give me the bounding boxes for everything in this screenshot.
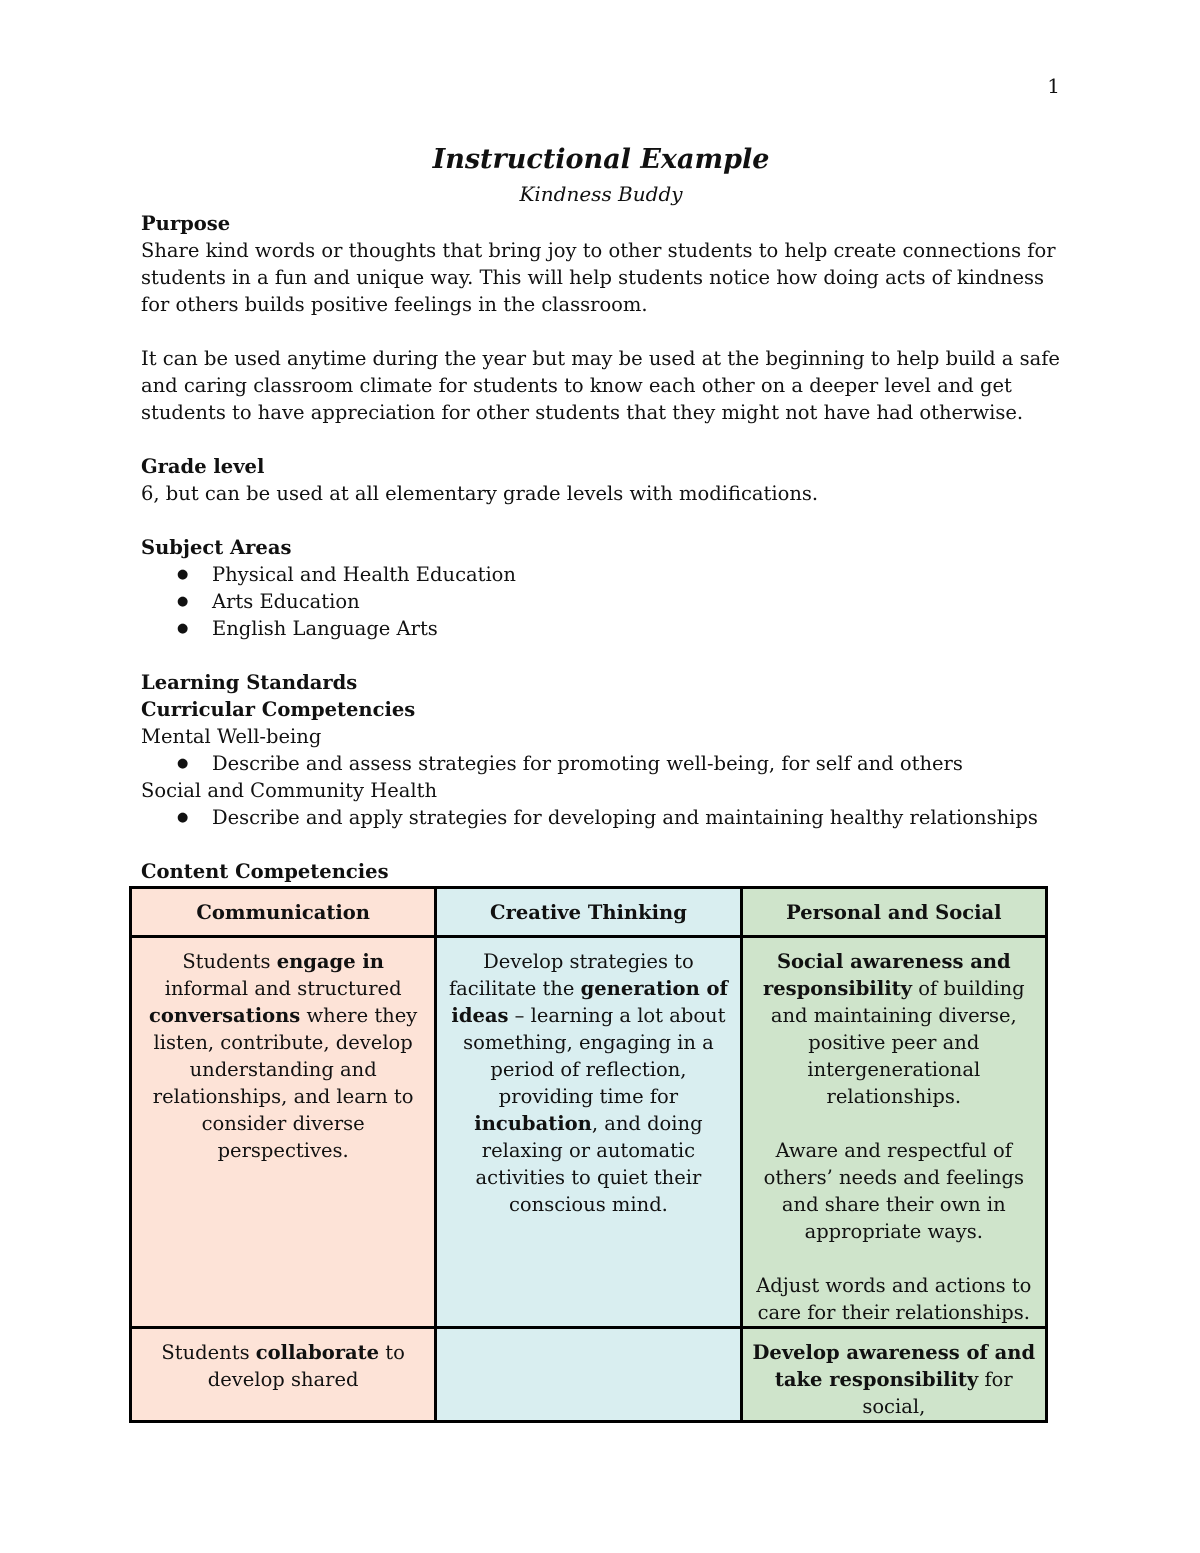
document-subtitle: Kindness Buddy (519, 182, 683, 206)
list-item: ● Describe and apply strategies for developing and maintaining healthy relationships (177, 806, 1038, 829)
list-item: ● English Language Arts (177, 617, 438, 640)
list-item: ● Describe and assess strategies for promoting well-being, for self and others (177, 752, 963, 775)
table-cell-creative-thinking: Develop strategies to facilitate the generation of ideas – learning a lot about something, engaging in a period of reflection, providing time for incubation, and doing relaxing or automatic activities to quiet their conscious mind. (436, 937, 741, 1328)
competencies-table (129, 886, 1048, 1423)
grade-level-text: 6, but can be used at all elementary grade levels with modifications. (141, 482, 819, 505)
column-header-personal-social: Personal and Social (741, 888, 1046, 937)
subject-areas-list (141, 561, 1061, 642)
competency-group-label: Mental Well-being (141, 725, 322, 748)
purpose-heading: Purpose (141, 212, 231, 235)
bullet-icon: ● (177, 756, 189, 771)
table-row (131, 937, 1047, 1328)
bullet-icon: ● (177, 810, 189, 825)
purpose-paragraph-2: It can be used anytime during the year but may be used at the beginning to help build a safe and caring classroom climate for students to know each other on a deeper level and get students to have appreciation for other students that they might not have had otherwise. (141, 347, 1060, 424)
list-item: ● Arts Education (177, 590, 360, 613)
table-cell-communication: Students engage in informal and structured conversations where they listen, contribute, develop understanding and relationships, and learn to consider diverse perspectives. (131, 937, 436, 1328)
bullet-icon: ● (177, 594, 189, 609)
table-cell-communication: Students collaborate to develop shared (131, 1328, 436, 1422)
table-cell-creative-thinking (436, 1328, 741, 1422)
content-competencies-heading: Content Competencies (141, 860, 389, 883)
subject-areas-heading: Subject Areas (141, 536, 292, 559)
column-header-creative-thinking: Creative Thinking (436, 888, 741, 937)
table-cell-personal-social: Develop awareness of and take responsibility for social, (741, 1328, 1046, 1422)
grade-level-heading: Grade level (141, 455, 265, 478)
curricular-competencies-heading: Curricular Competencies (141, 698, 416, 721)
learning-standards-heading: Learning Standards (141, 671, 358, 694)
table-row (131, 1328, 1047, 1422)
document-body (141, 140, 1061, 885)
competency-list (141, 750, 1061, 777)
competency-list (141, 804, 1061, 831)
competency-group-label: Social and Community Health (141, 779, 438, 802)
page-number: 1 (1047, 74, 1060, 98)
table-header-row (131, 888, 1047, 937)
column-header-communication: Communication (131, 888, 436, 937)
purpose-paragraph-1: Share kind words or thoughts that bring joy to other students to help create connections for students in a fun and unique way. This will help students notice how doing acts of kindness for others builds positive feelings in the classroom. (141, 239, 1056, 316)
bullet-icon: ● (177, 567, 189, 582)
list-item: ● Physical and Health Education (177, 563, 516, 586)
document-title: Instructional Example (432, 144, 770, 175)
table-cell-personal-social: Social awareness and responsibility of building and maintaining diverse, positive peer and intergenerational relationships. Aware and respectful of others’ needs and feelings and share their own in appropriate ways. Adjust words and actions to care for their relationships. (741, 937, 1046, 1328)
bullet-icon: ● (177, 621, 189, 636)
